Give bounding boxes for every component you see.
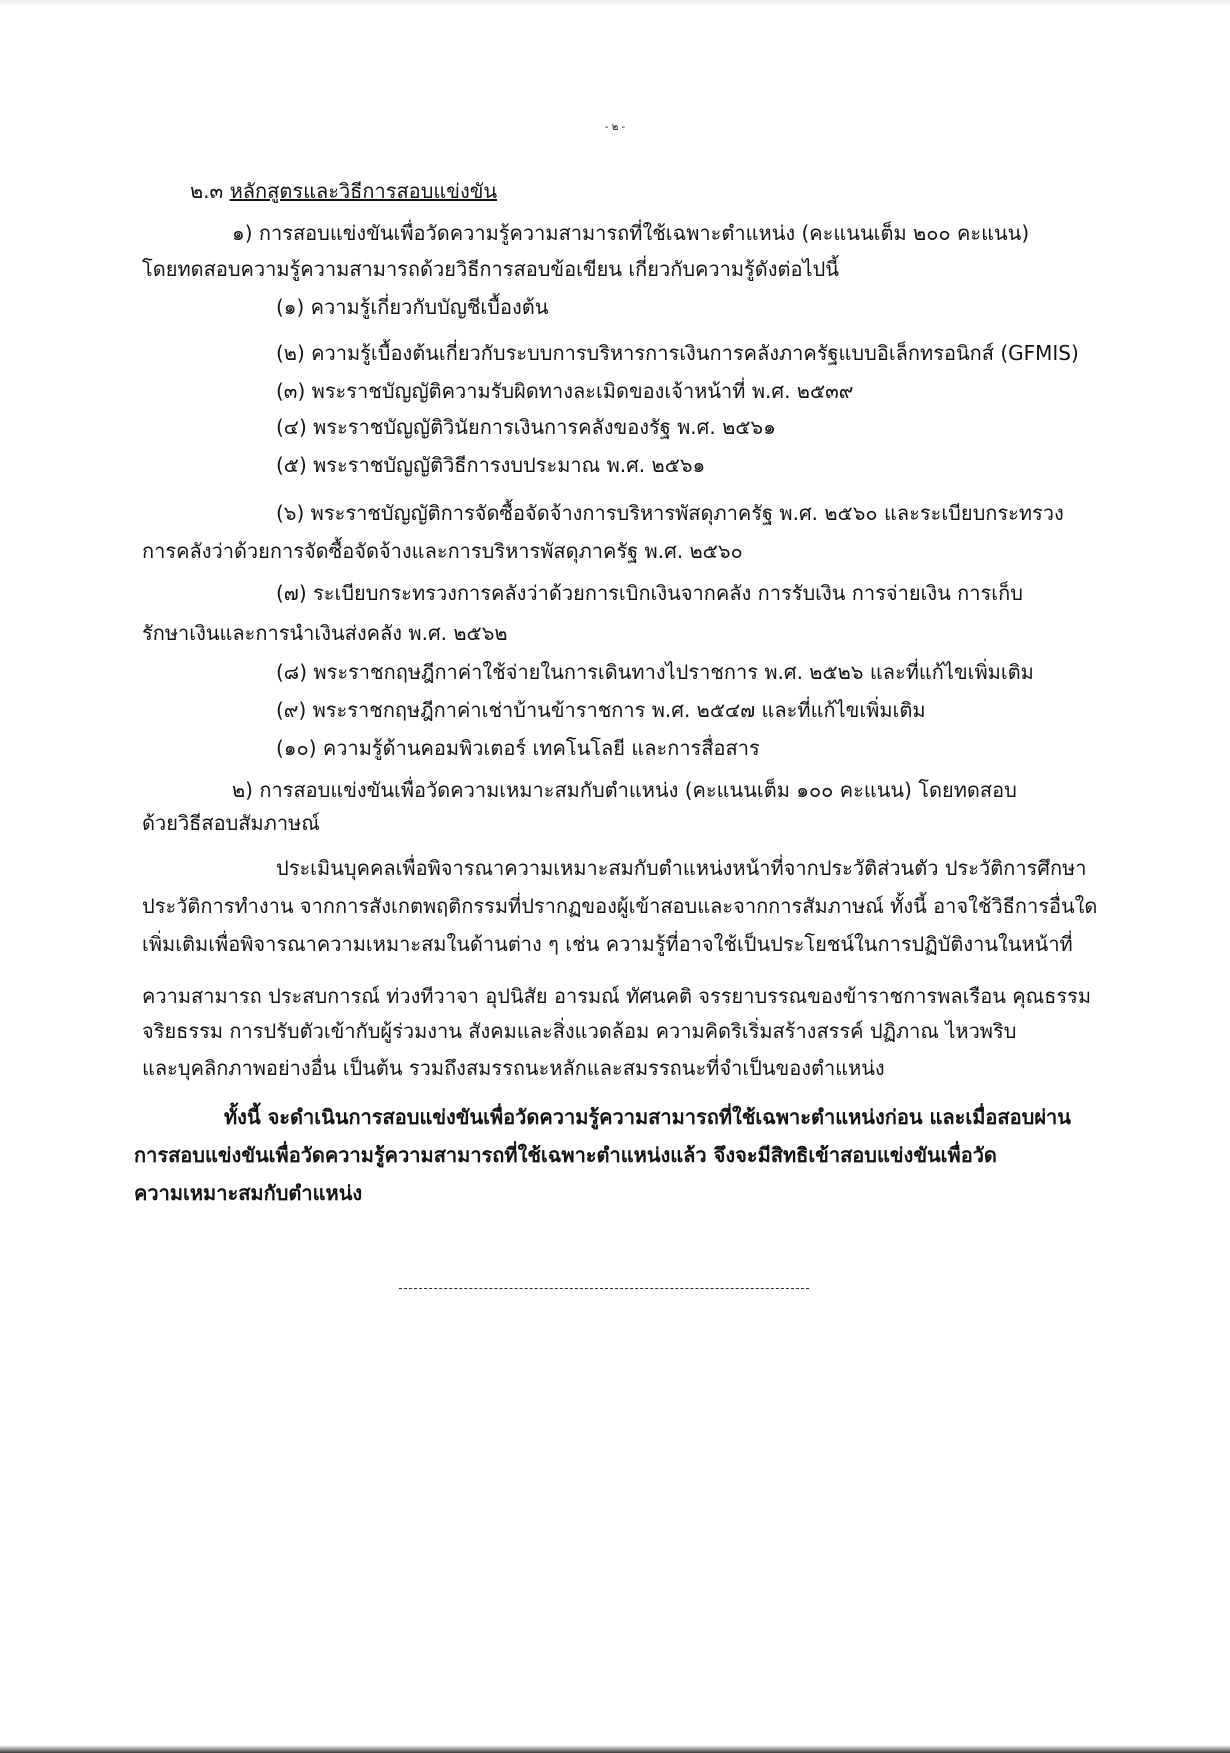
paragraph-line: ความสามารถ ประสบการณ์ ท่วงทีวาจา อุปนิสัย อารมณ์ ทัศนคติ จรรยาบรรณของข้าราชการพลเรือน คุณธรรม [142, 984, 1092, 1008]
list-item: (๖) พระราชบัญญัติการจัดซื้อจัดจ้างการบริหารพัสดุภาครัฐ พ.ศ. ๒๕๖๐ และระเบียบกระทรวง [276, 501, 1064, 525]
paragraph-line: ประเมินบุคคลเพื่อพิจารณาความเหมาะสมกับตำแหน่งหน้าที่จากประวัติส่วนตัว ประวัติการศึกษา [276, 856, 1087, 880]
list-item: (๒) ความรู้เบื้องต้นเกี่ยวกับระบบการบริหารการเงินการคลังภาครัฐแบบอิเล็กทรอนิกส์ (GFMIS) [276, 341, 1079, 365]
section2-line2: ด้วยวิธีสอบสัมภาษณ์ [142, 811, 320, 835]
section1-line2: โดยทดสอบความรู้ความสามารถด้วยวิธีการสอบข้อเขียน เกี่ยวกับความรู้ดังต่อไปนี้ [142, 257, 839, 281]
section-heading [190, 178, 497, 204]
scan-edge-top [0, 0, 1230, 6]
list-item: (๔) พระราชบัญญัติวินัยการเงินการคลังของรัฐ พ.ศ. ๒๕๖๑ [276, 415, 776, 439]
scan-edge-bottom [0, 1745, 1230, 1753]
paragraph-line: และบุคลิกภาพอย่างอื่น เป็นต้น รวมถึงสมรรถนะหลักและสมรรถนะที่จำเป็นของตำแหน่ง [142, 1056, 885, 1080]
list-item: (๑) ความรู้เกี่ยวกับบัญชีเบื้องต้น [276, 295, 549, 319]
note-line: การสอบแข่งขันเพื่อวัดความรู้ความสามารถที่ใช้เฉพาะตำแหน่งแล้ว จึงจะมีสิทธิเข้าสอบแข่งขันเพื่อวัด [134, 1143, 997, 1167]
end-divider [399, 1288, 809, 1289]
section2-line1: ๒) การสอบแข่งขันเพื่อวัดความเหมาะสมกับตำแหน่ง (คะแนนเต็ม ๑๐๐ คะแนน) โดยทดสอบ [232, 778, 1017, 802]
list-item-continuation: รักษาเงินและการนำเงินส่งคลัง พ.ศ. ๒๕๖๒ [142, 621, 508, 645]
paragraph-line: เพิ่มเติมเพื่อพิจารณาความเหมาะสมในด้านต่าง ๆ เช่น ความรู้ที่อาจใช้เป็นประโยชน์ในการปฏิบัติงานในหน้าที่ [142, 932, 1073, 956]
section1-line1: ๑) การสอบแข่งขันเพื่อวัดความรู้ความสามารถที่ใช้เฉพาะตำแหน่ง (คะแนนเต็ม ๒๐๐ คะแนน) [232, 221, 1030, 245]
list-item: (๕) พระราชบัญญัติวิธีการงบประมาณ พ.ศ. ๒๕๖๑ [276, 453, 706, 477]
page-number: - ๒ - [604, 122, 626, 133]
list-item: (๘) พระราชกฤษฎีกาค่าใช้จ่ายในการเดินทางไปราชการ พ.ศ. ๒๕๒๖ และที่แก้ไขเพิ่มเติม [276, 660, 1034, 684]
list-item: (๗) ระเบียบกระทรวงการคลังว่าด้วยการเบิกเงินจากคลัง การรับเงิน การจ่ายเงิน การเก็บ [276, 581, 1023, 605]
paragraph-line: ประวัติการทำงาน จากการสังเกตพฤติกรรมที่ปรากฏของผู้เข้าสอบและจากการสัมภาษณ์ ทั้งนี้ อาจใช้วิธีการอื่นใด [142, 894, 1098, 918]
list-item: (๙) พระราชกฤษฎีกาค่าเช่าบ้านข้าราชการ พ.ศ. ๒๕๔๗ และที่แก้ไขเพิ่มเติม [276, 698, 926, 722]
note-line: ทั้งนี้ จะดำเนินการสอบแข่งขันเพื่อวัดความรู้ความสามารถที่ใช้เฉพาะตำแหน่งก่อน และเมื่อสอบผ่าน [224, 1105, 1071, 1129]
list-item-continuation: การคลังว่าด้วยการจัดซื้อจัดจ้างและการบริหารพัสดุภาครัฐ พ.ศ. ๒๕๖๐ [142, 539, 743, 563]
heading-title: หลักสูตรและวิธีการสอบแข่งขัน [229, 179, 498, 203]
list-item: (๑๐) ความรู้ด้านคอมพิวเตอร์ เทคโนโลยี และการสื่อสาร [276, 736, 760, 760]
paragraph-line: จริยธรรม การปรับตัวเข้ากับผู้ร่วมงาน สังคมและสิ่งแวดล้อม ความคิดริเริ่มสร้างสรรค์ ปฏิภาณ ไหวพริบ [142, 1019, 1017, 1043]
note-line: ความเหมาะสมกับตำแหน่ง [134, 1181, 363, 1205]
list-item: (๓) พระราชบัญญัติความรับผิดทางละเมิดของเจ้าหน้าที่ พ.ศ. ๒๕๓๙ [276, 379, 854, 403]
heading-number: ๒.๓ [190, 179, 224, 203]
